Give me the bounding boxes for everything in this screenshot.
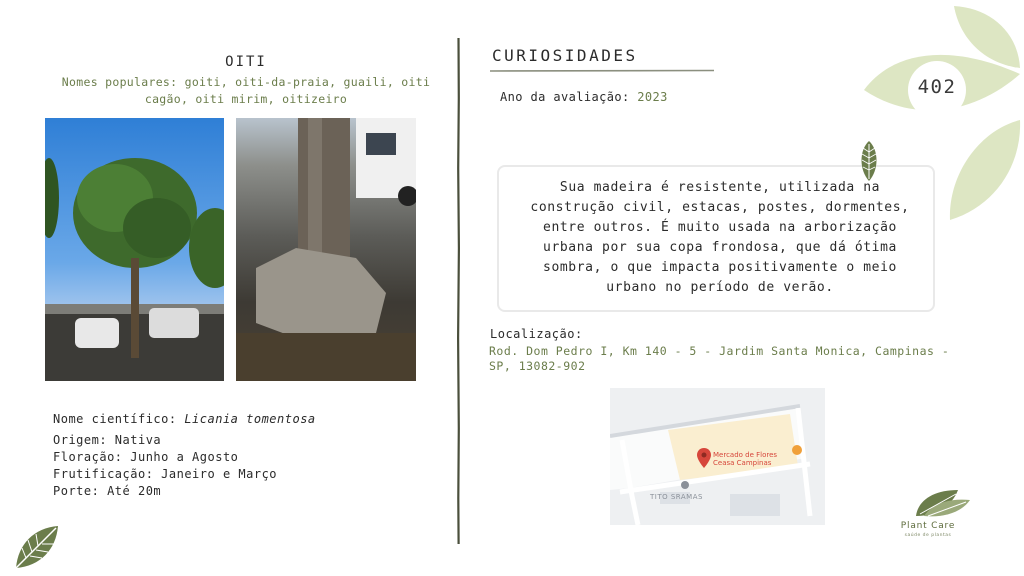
leaf-icon: [12, 524, 60, 570]
scientific-name: [53, 412, 316, 426]
curiosity-text: Sua madeira é resistente, utilizada na construção civil, estacas, postes, dormentes, entre outros. É muito usada na arborização urbana por sua copa frondosa, que dá ótima sombra, o que impacta positivamente o meio urbano no período de verão.: [530, 180, 910, 295]
year-label: Ano da avaliação:: [500, 90, 638, 104]
species-details: [53, 432, 277, 500]
detail-fruiting: Frutificação: Janeiro e Março: [53, 467, 278, 481]
evaluation-year: [500, 90, 668, 104]
map-place-label: Mercado de Flores Ceasa Campinas: [713, 451, 778, 467]
year-value: 2023: [637, 90, 668, 104]
popular-names: Nomes populares: goiti, oiti-da-praia, guaili, oiti cagão, oiti mirim, oitizeiro: [61, 75, 431, 106]
plant-care-logo: [912, 486, 972, 520]
detail-origin: Origem: Nativa: [53, 433, 162, 447]
scientific-value: Licania tomentosa: [184, 412, 316, 426]
trunk-photo: [236, 118, 416, 381]
detail-flowering: Floração: Junho a Agosto: [53, 450, 239, 464]
title-underline: [490, 68, 714, 74]
column-divider: [457, 38, 460, 544]
logo-tagline: saúde de plantas: [904, 533, 952, 538]
location-label: Localização:: [490, 327, 583, 341]
leaf-icon: [858, 140, 880, 182]
map-pin-icon: [697, 448, 711, 468]
scientific-label: Nome científico:: [53, 412, 185, 426]
page-number-badge: 402: [917, 76, 957, 98]
curiosities-title: CURIOSIDADES: [492, 46, 638, 65]
detail-size: Porte: Até 20m: [53, 484, 162, 498]
location-address: Rod. Dom Pedro I, Km 140 - 5 - Jardim Santa Monica, Campinas - SP, 13082-902: [489, 344, 950, 373]
logo-name: Plant Care: [900, 521, 956, 531]
tree-photo: [45, 118, 224, 381]
map-street-label: TITO SRAMAS: [650, 493, 703, 501]
species-title: OITI: [225, 54, 267, 70]
